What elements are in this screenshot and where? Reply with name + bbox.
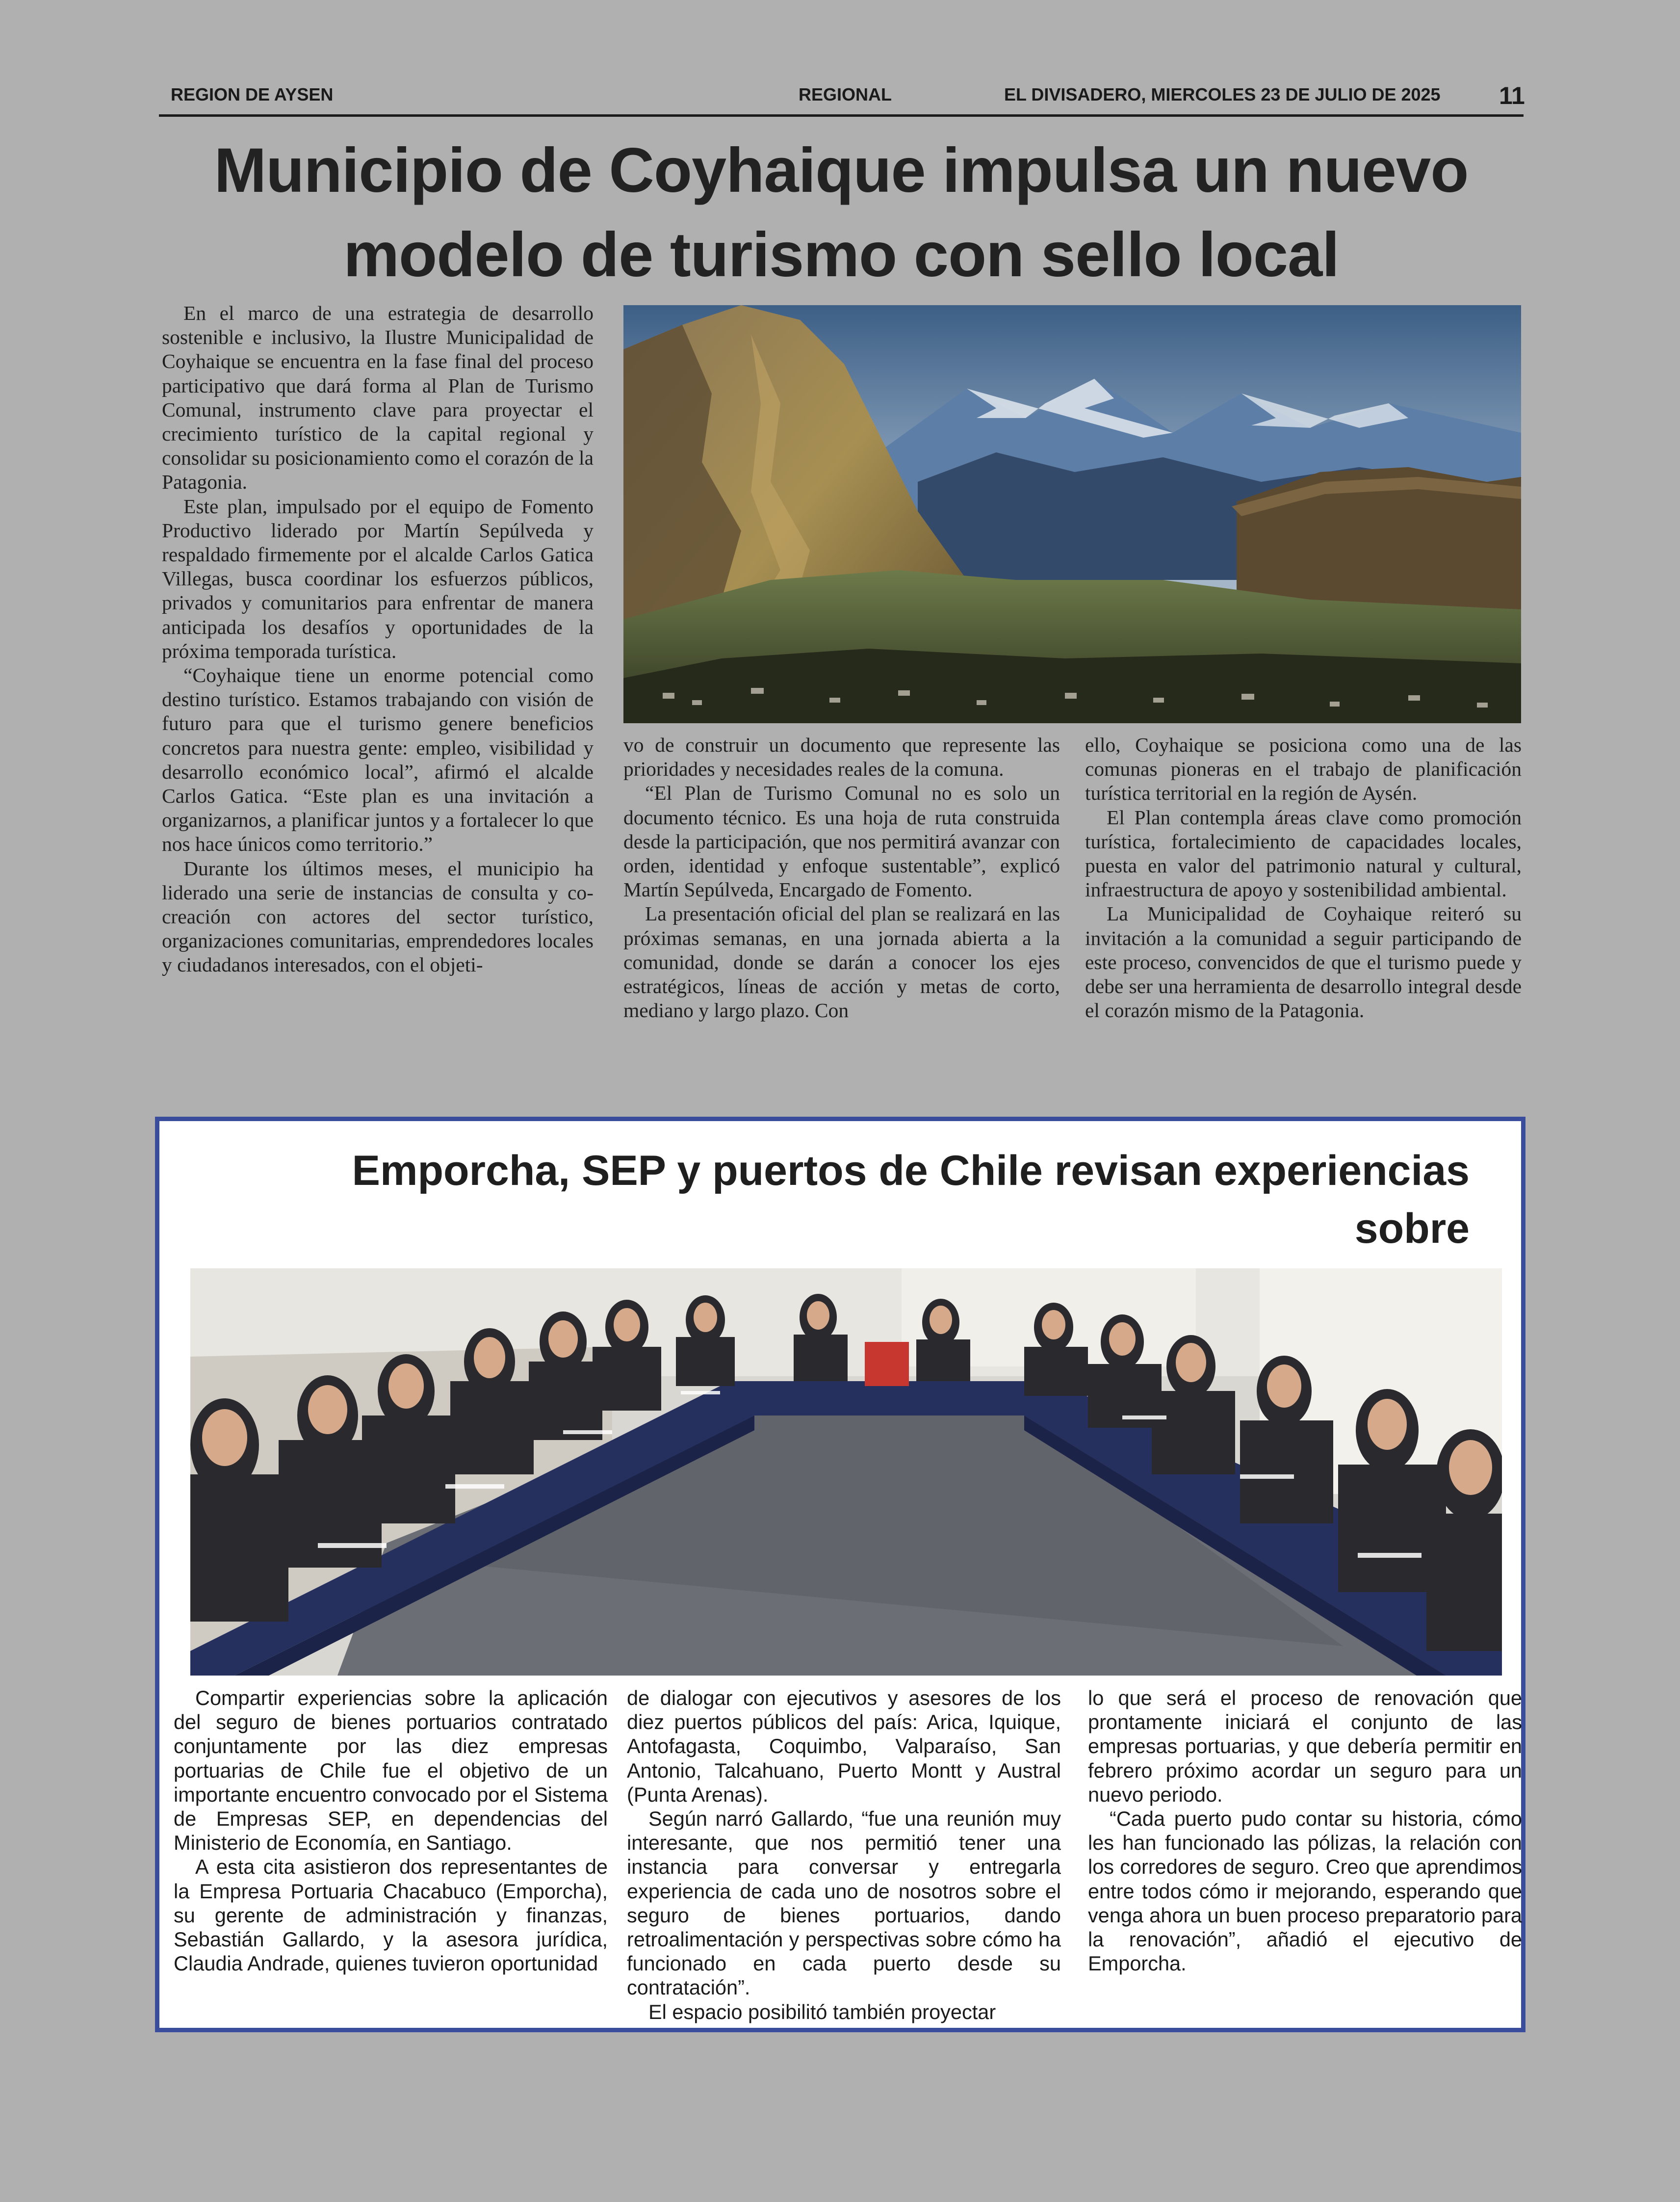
paragraph: “Cada puerto pudo contar su historia, cómo les han funcionado las pólizas, la relación con los corredores de seguro. Creo que aprendimos entre todos cómo ir mejorando, esperando que venga ahora un buen proceso preparatorio para la renovación”, añadió el ejecutivo de Emporcha. [1088, 1807, 1522, 1975]
article2-column-3 [1088, 1686, 1522, 1975]
paragraph: A esta cita asistieron dos representantes de la Empresa Portuaria Chacabuco (Emporcha), su gerente de administración y finanzas, Sebastián Gallardo, y la asesora jurídica, Claudia Andrade, quienes tuvieron oportunidad [174, 1855, 608, 1975]
paragraph: La presentación oficial del plan se realizará en las próximas semanas, en una jornada abierta a la comunidad, donde se darán a conocer los ejes estratégicos, líneas de acción y metas de corto, mediano y largo plazo. Con [623, 902, 1060, 1022]
paragraph: El Plan contempla áreas clave como promoción turística, fortalecimiento de capacidades locales, puesta en valor del patrimonio natural y cultural, infraestructura de apoyo y sostenibilidad ambiental. [1085, 806, 1522, 901]
paragraph: Este plan, impulsado por el equipo de Fomento Productivo liderado por Martín Sepúlveda y respaldado firmemente por el alcalde Carlos Gatica Villegas, busca coordinar los esfuerzos públicos, privados y comunitarios para enfrentar de manera anticipada los desafíos y oportunidades de la próxima temporada turística. [162, 495, 594, 662]
paragraph: vo de construir un documento que represente las prioridades y necesidades reales de la comuna. [623, 734, 1060, 781]
paragraph: El espacio posibilitó también proyectar [648, 2000, 996, 2023]
article2-column-2 [627, 1686, 1061, 2024]
category-label: REGIONAL [799, 84, 892, 105]
paragraph: de dialogar con ejecutivos y asesores de los diez puertos públicos del país: Arica, Iquique, Antofagasta, Coquimbo, Valparaíso, San Antonio, Talcahuano, Puerto Montt y Austral (Punta Arenas). [627, 1686, 1061, 1806]
article1-headline-line2: modelo de turismo con sello local [343, 220, 1339, 290]
page-number: 11 [1499, 82, 1525, 109]
paragraph: “El Plan de Turismo Comunal no es solo un documento técnico. Es una hoja de ruta construida desde la participación, que nos permitirá avanzar con orden, identidad y enfoque sustentable”, explicó Martín Sepúlveda, Encargado de Fomento. [623, 782, 1060, 901]
paragraph: En el marco de una estrategia de desarrollo sostenible e inclusivo, la Ilustre Municipalidad de Coyhaique se encuentra en la fase final del proceso participativo que dará forma al Plan de Turismo Comunal, instrumento clave para proyectar el crecimiento turístico de la capital regional y consolidar su posicionamiento como el corazón de la Patagonia. [162, 302, 594, 494]
article1-column-1 [162, 301, 594, 977]
article1-column-3 [1085, 733, 1522, 1022]
mountain-landscape-photo [623, 305, 1521, 723]
dateline: EL DIVISADERO, MIERCOLES 23 DE JULIO DE 2025 [1004, 84, 1441, 105]
article1-headline [159, 129, 1524, 297]
article2-column-1 [174, 1686, 608, 1975]
article2-box [155, 1117, 1525, 2032]
paragraph: ello, Coyhaique se posiciona como una de las comunas pioneras en el trabajo de planificación turística territorial en la región de Aysén. [1085, 734, 1522, 805]
section-label: REGION DE AYSEN [171, 84, 334, 105]
paragraph: Según narró Gallardo, “fue una reunión muy interesante, que nos permitió tener una instancia para conversar y entregarla experiencia de cada uno de nosotros sobre el seguro de bienes portuarios, dando retroalimentación y perspectivas sobre cómo ha funcionado en cada puerto desde su contratación”. [627, 1807, 1061, 1999]
article2-headline-line1: Emporcha, SEP y puertos de Chile revisan experiencias sobre [352, 1147, 1470, 1252]
article1-column-2 [623, 733, 1060, 1022]
paragraph: Compartir experiencias sobre la aplicación del seguro de bienes portuarios contratado conjuntamente por las diez empresas portuarias de Chile fue el objetivo de un importante encuentro convocado por el Sistema de Empresas SEP, en dependencias del Ministerio de Economía, en Santiago. [174, 1686, 608, 1855]
meeting-photo [190, 1268, 1502, 1676]
paragraph: “Coyhaique tiene un enorme potencial como destino turístico. Estamos trabajando con visión de futuro para que el turismo genere beneficios concretos para nuestra gente: empleo, visibilidad y desarrollo económico local”, afirmó el alcalde Carlos Gatica. “Este plan es una invitación a organizarnos, a planificar juntos y a fortalecer lo que nos hace únicos como territorio.” [162, 664, 594, 856]
article1-headline-line1: Municipio de Coyhaique impulsa un nuevo [214, 135, 1469, 206]
header-rule [159, 114, 1524, 117]
paragraph: La Municipalidad de Coyhaique reiteró su invitación a la comunidad a seguir participando de este proceso, convencidos de que el turismo puede y debe ser una herramienta de desarrollo integral desde el corazón mismo de la Patagonia. [1085, 902, 1522, 1022]
paragraph: lo que será el proceso de renovación que prontamente iniciará el conjunto de las empresas portuarias, y que debería permitir en febrero próximo acordar un seguro para un nuevo periodo. [1088, 1686, 1522, 1806]
paragraph: Durante los últimos meses, el municipio ha liderado una serie de instancias de consulta y co-creación con actores del sector turístico, organizaciones comunitarias, emprendedores locales y ciudadanos interesados, con el objeti- [162, 857, 594, 976]
